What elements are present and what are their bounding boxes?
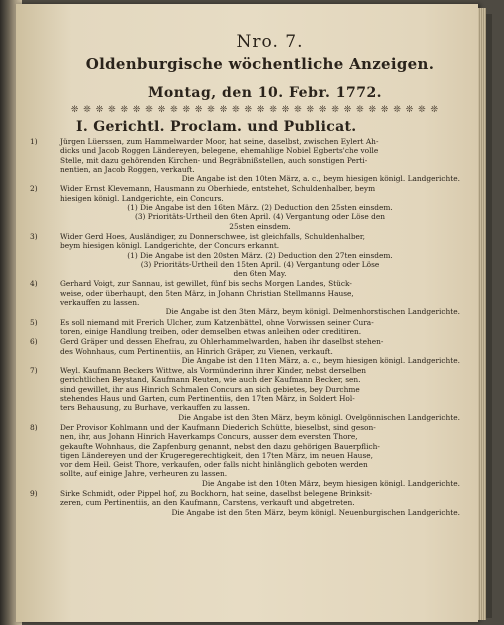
entry-text-line: tigen Ländereyen und der Krugeregerechtigkeit, den 17ten März, im neuen Hause,	[60, 450, 373, 460]
entry-text-line: vor dem Heil. Geist Thore, verkaufen, oder falls nicht hinlänglich geboten werden	[60, 460, 368, 470]
page-content	[30, 32, 460, 518]
entry-date-line: den 6ten May.	[233, 269, 287, 279]
entry-text-line: gerichtlichen Beystand, Kaufmann Reuten, wie auch der Kaufmann Becker, sen.	[60, 375, 361, 385]
entry-text-line: Gerd Gräper und dessen Ehefrau, zu Ohlerhammelwarden, haben ihr daselbst stehen-	[60, 337, 384, 347]
entry-date-line: (1) Die Angabe ist den 16ten März. (2) Deduction den 25sten einsdem.	[127, 203, 393, 213]
entry-text-line: Es soll niemand mit Frerich Ulcher, zum Katzenbättel, ohne Vorwissen seiner Cura-	[60, 317, 374, 327]
announcement-entry	[30, 366, 460, 422]
entry-text-line: verkauffen zu lassen.	[60, 298, 140, 308]
entry-text-line: sind gewillet, ihr aus Hinrich Schmalen Concurs an sich gebietes, bey Durchme	[60, 384, 360, 394]
announcement-entry	[30, 137, 460, 183]
entry-date-line: (3) Prioritäts-Urtheil den 15ten April. (4) Vergantung oder Löse	[140, 259, 380, 269]
entry-filing-note: Die Angabe ist den 3ten März, beym königl. Ovelgönnischen Landgerichte.	[178, 412, 460, 422]
issue-number: Nro. 7.	[236, 32, 304, 52]
entry-text-line: Jürgen Lüerssen, zum Hammelwarder Moor, hat seine, daselbst, zwischen Eylert Ah-	[60, 137, 379, 146]
masthead-title: Oldenburgische wöchentliche Anzeigen.	[85, 55, 435, 73]
announcement-entry	[30, 489, 460, 517]
entry-date-line: 25sten einsdem.	[229, 221, 291, 231]
entry-text-line: nen, ihr, aus Johann Hinrich Haverkamps Concurs, ausser dem eversten Thore,	[60, 432, 358, 442]
entry-text-line: toren, einige Handlung treiben, oder demselben etwas anleihen oder creditiren.	[60, 326, 362, 336]
entry-text-line: Sirke Schmidt, oder Pippel hof, zu Bockhorn, hat seine, daselbst belegene Brinksit-	[60, 488, 373, 498]
section-title: I. Gerichtl. Proclam. und Publicat.	[76, 119, 357, 135]
entry-text-line: Der Provisor Kohlmann und der Kaufmann Diederich Schütte, bieselbst, sind geson-	[60, 422, 376, 432]
entry-text-line: hiesigen königl. Landgerichte, ein Concurs.	[60, 193, 224, 203]
entry-text-line: stehendes Haus und Garten, cum Pertinentiis, den 17ten März, in Soldert Hol-	[60, 394, 355, 404]
entry-number: 9)	[30, 488, 38, 498]
entry-number: 4)	[30, 279, 38, 289]
entry-text-line: beym hiesigen königl. Landgerichte, der Concurs erkannt.	[60, 241, 280, 251]
entry-number: 2)	[30, 184, 38, 194]
entry-filing-note: Die Angabe ist den 11ten März, a. c., beym hiesigen königl. Landgerichte.	[181, 355, 460, 365]
page-edges	[478, 8, 486, 620]
entry-text-line: ters Behausung, zu Burhave, verkauffen zu lassen.	[60, 403, 250, 413]
entry-text-line: zeren, cum Pertinentiis, an den Kaufmann, Carstens, verkauft und abgetreten.	[60, 498, 355, 508]
dateline: Montag, den 10. Febr. 1772.	[147, 85, 383, 101]
ornament-border: ❊ ❊ ❊ ❊ ❊ ❊ ❊ ❊ ❊ ❊ ❊ ❊ ❊ ❊ ❊ ❊ ❊ ❊ ❊ ❊ ❊ ❊ ❊ ❊ ❊ ❊ ❊ ❊ ❊ ❊	[70, 105, 440, 115]
entry-number: 3)	[30, 231, 38, 241]
entry-filing-note: Die Angabe ist den 3ten März, beym königl. Delmenhorstischen Landgerichte.	[165, 307, 460, 317]
entry-text-line: Weyl. Kaufmann Beckers Wittwe, als Vormünderinn ihrer Kinder, nebst derselben	[60, 366, 366, 376]
announcement-entry	[30, 232, 460, 278]
announcement-entry	[30, 318, 460, 337]
entry-number: 5)	[30, 317, 38, 327]
announcement-entry	[30, 279, 460, 316]
announcement-entry	[30, 337, 460, 365]
entry-number: 7)	[30, 366, 38, 376]
announcement-entry	[30, 184, 460, 230]
cover-edge	[486, 14, 492, 618]
entry-date-line: (3) Prioritäts-Urtheil den 6ten April. (4) Vergantung oder Löse den	[134, 212, 386, 222]
entry-text-line: Stelle, mit dazu gehörenden Kirchen- und Begräbnißstellen, auch sonstigen Perti-	[60, 155, 368, 165]
entry-text-line: dicks und Jacob Roggen Ländereyen, belegene, ehemahlige Nobiel Egberts'che volle	[60, 146, 379, 156]
entry-text-line: Gerhard Voigt, zur Sannau, ist gewillet, fünf bis sechs Morgen Landes, Stück-	[60, 279, 352, 289]
entry-text-line: Wider Ernst Klevemann, Hausmann zu Oberhiede, entstehet, Schuldenhalber, beym	[60, 184, 376, 194]
entry-filing-note: Die Angabe ist den 5ten März, beym königl. Neuenburgischen Landgerichte.	[171, 507, 460, 517]
announcement-entry	[30, 423, 460, 488]
entry-number: 8)	[30, 422, 38, 432]
entry-text-line: weise, oder überhaupt, den 5ten März, in Johann Christian Stellmanns Hause,	[60, 288, 354, 298]
entry-date-line: (1) Die Angabe ist den 20sten März. (2) Deduction den 27ten einsdem.	[127, 250, 393, 260]
announcement-list	[30, 137, 460, 517]
entry-number: 1)	[30, 137, 38, 146]
entry-filing-note: Die Angabe ist den 10ten März, beym hiesigen königl. Landgerichte.	[201, 478, 460, 488]
entry-text-line: nentien, an Jacob Roggen, verkauft.	[60, 164, 195, 174]
entry-text-line: gekaufte Wohnhaus, die Zapfenburg genannt, nebst den dazu gehörigen Bauerpflich-	[60, 441, 380, 451]
entry-text-line: sollte, auf einige Jahre, verheuren zu lassen.	[60, 469, 228, 479]
entry-number: 6)	[30, 337, 38, 347]
entry-filing-note: Die Angabe ist den 10ten März, a. c., beym hiesigen königl. Landgerichte.	[181, 174, 460, 184]
entry-text-line: des Wohnhaus, cum Pertinentiis, an Hinrich Gräper, zu Vienen, verkauft.	[60, 346, 333, 356]
entry-text-line: Wider Gerd Hoes, Ausländiger, zu Donnerschwee, ist gleichfalls, Schuldenhalber,	[60, 231, 365, 241]
